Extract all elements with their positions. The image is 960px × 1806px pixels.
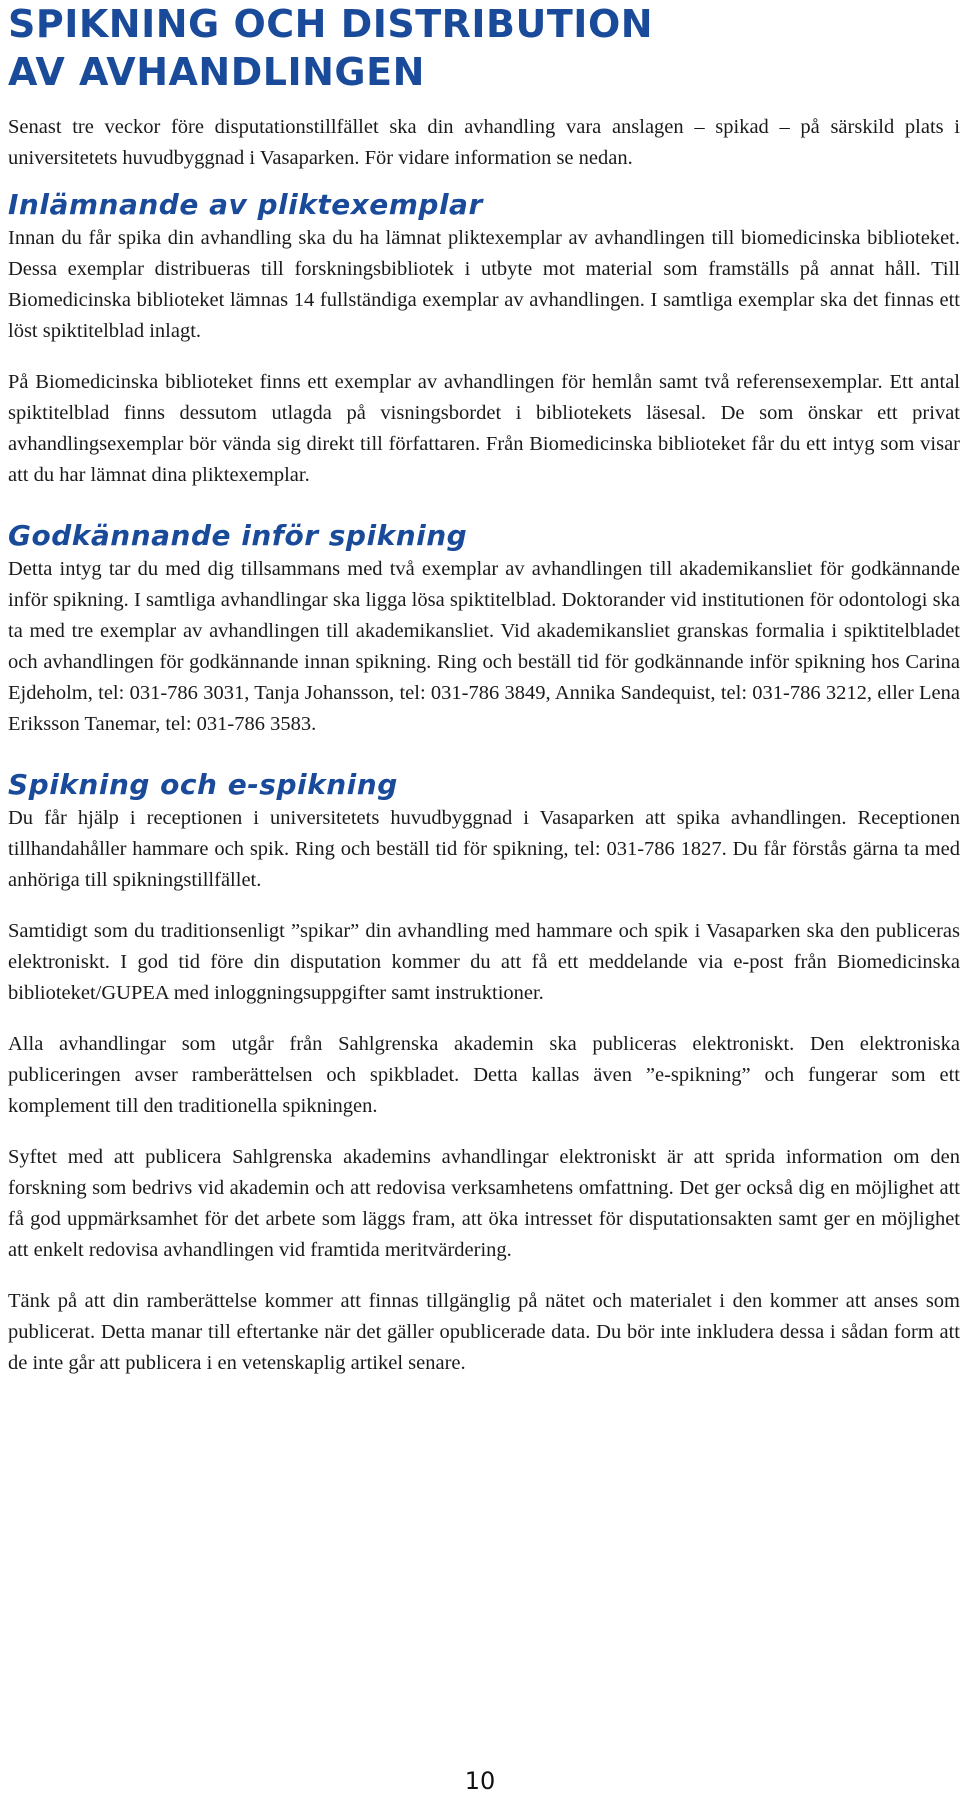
page-title-line-2: AV AVHANDLINGEN xyxy=(8,50,425,94)
spikning-paragraph-5: Tänk på att din ramberättelse kommer att finnas tillgänglig på nätet och materialet i den kommer att anses som publicerat. Detta manar till eftertanke när det gäller opublicerade data. Du bör inte inkludera dessa i sådan form att de inte går att publicera i en vetenskaplig artikel senare. xyxy=(8,1290,960,1374)
spikning-paragraph-2: Samtidigt som du traditionsenligt ”spikar” din avhandling med hammare och spik i Vasaparken ska den publiceras elektroniskt. I god tid före din disputation kommer du att få ett meddelande via e-post från Biomedicinska biblioteket/GUPEA med inloggningsuppgifter samt instruktioner. xyxy=(8,920,960,1004)
document-page xyxy=(8,0,960,1379)
section-heading-spikning: Spikning och e-spikning xyxy=(8,768,398,801)
spikning-paragraph-4: Syftet med att publicera Sahlgrenska akademins avhandlingar elektroniskt är att sprida information om den forskning som bedrivs vid akademin och att redovisa verksamhetens omfattning. Det ger också dig en möjlighet att få god uppmärksamhet för det arbete som läggs fram, att öka intresset för disputationsakten samt ger en möjlighet att enkelt redovisa avhandlingen vid framtida meritvärdering. xyxy=(8,1146,960,1261)
intro-paragraph: Senast tre veckor före disputationstillfället ska din avhandling vara anslagen – spikad – på särskild plats i universitetets huvudbyggnad i Vasaparken. För vidare information se nedan. xyxy=(8,116,960,169)
section-heading-pliktexemplar: Inlämnande av pliktexemplar xyxy=(8,188,483,221)
page-number: 10 xyxy=(464,1767,496,1795)
spikning-paragraph-3: Alla avhandlingar som utgår från Sahlgrenska akademin ska publiceras elektroniskt. Den elektroniska publiceringen avser ramberättelsen och spikbladet. Detta kallas även ”e-spikning” och fungerar som ett komplement till den traditionella spikningen. xyxy=(8,1033,960,1117)
spikning-paragraph-1: Du får hjälp i receptionen i universitetets huvudbyggnad i Vasaparken att spika avhandlingen. Receptionen tillhandahåller hammare och spik. Ring och beställ tid för spikning, tel: 031-786 1827. Du får förstås gärna ta med anhöriga till spikningstillfället. xyxy=(8,807,960,891)
pliktexemplar-paragraph-1: Innan du får spika din avhandling ska du ha lämnat pliktexemplar av avhandlingen till biomedicinska biblioteket. Dessa exemplar distribueras till forskningsbibliotek i utbyte mot material som framställs på annat håll. Till Biomedicinska biblioteket lämnas 14 fullständiga exemplar av avhandlingen. I samtliga exemplar ska det finnas ett löst spiktitelblad inlagt. xyxy=(8,227,960,342)
section-heading-godkannande: Godkännande inför spikning xyxy=(8,519,468,552)
godkannande-paragraph-1: Detta intyg tar du med dig tillsammans med två exemplar av avhandlingen till akademikansliet för godkännande inför spikning. I samtliga avhandlingar ska ligga lösa spiktitelblad. Doktorander vid institutionen för odontologi ska ta med tre exemplar av avhandlingen till akademikansliet. Vid akademikansliet granskas formalia i spiktitelbladet och avhandlingen för godkännande innan spikning. Ring och beställ tid för godkännande inför spikning hos Carina Ejdeholm, tel: 031-786 3031, Tanja Johansson, tel: 031-786 3849, Annika Sandequist, tel: 031-786 3212, eller Lena Eriksson Tanemar, tel: 031-786 3583. xyxy=(8,558,960,735)
page-title-line-1: SPIKNING OCH DISTRIBUTION xyxy=(8,2,654,46)
page-title xyxy=(8,0,960,96)
pliktexemplar-paragraph-2: På Biomedicinska biblioteket finns ett exemplar av avhandlingen för hemlån samt två referensexemplar. Ett antal spiktitelblad finns dessutom utlagda på visningsbordet i bibliotekets läsesal. De som önskar ett privat avhandlingsexemplar bör vända sig direkt till författaren. Från Biomedicinska biblioteket får du ett intyg som visar att du har lämnat dina pliktexemplar. xyxy=(8,371,960,486)
